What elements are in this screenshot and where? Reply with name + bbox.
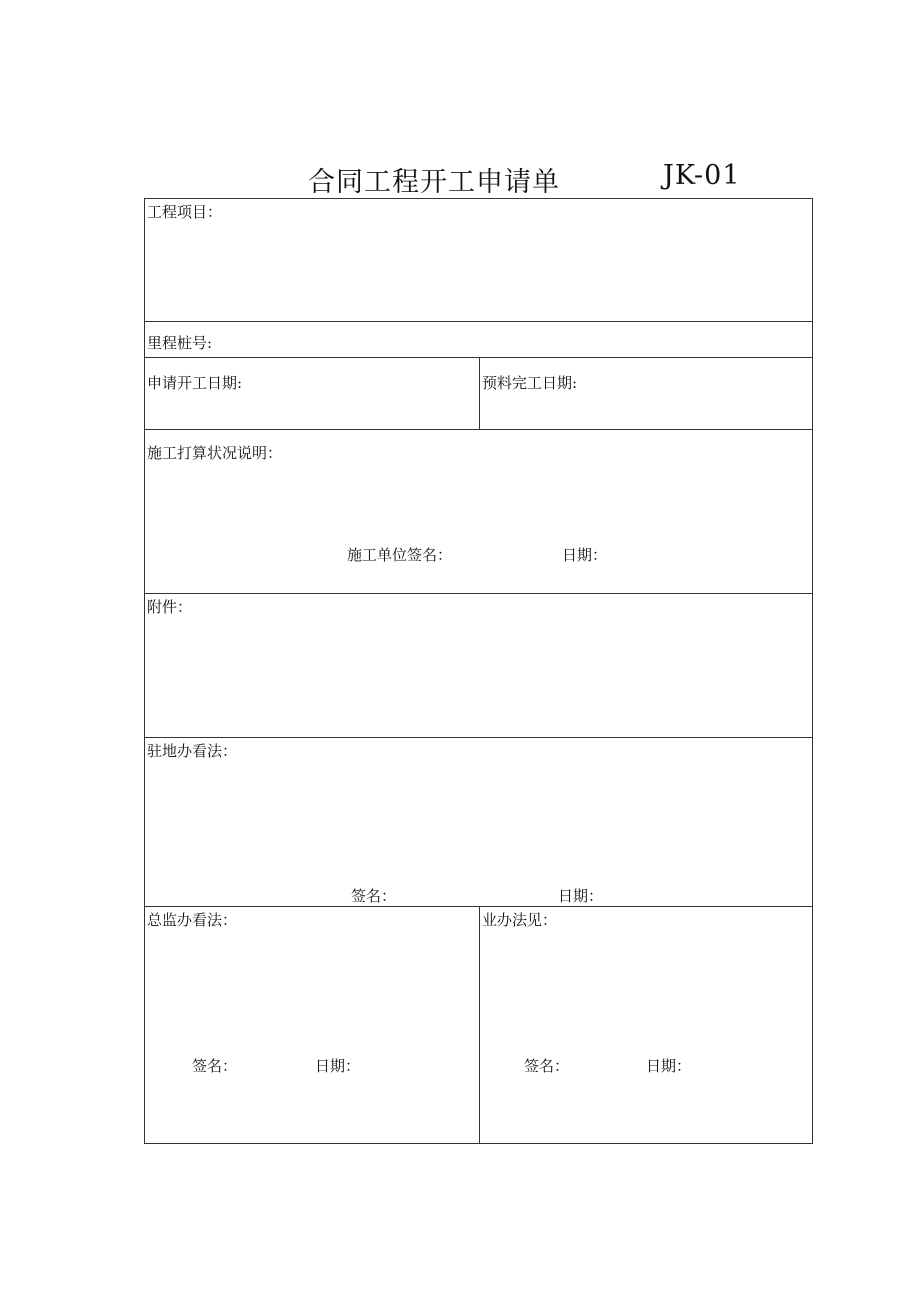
form-code: JK-01 <box>663 160 741 191</box>
resident-office-opinion-label: 驻地办看法： <box>147 742 238 760</box>
resident-signature-label: 签名： <box>351 887 397 905</box>
attachment-label: 附件： <box>147 598 193 616</box>
construction-date-label: 日期： <box>562 546 608 564</box>
start-date-label: 申请开工日期: <box>147 374 243 392</box>
chief-signature-label: 签名： <box>192 1057 238 1075</box>
column-divider <box>479 357 480 429</box>
project-label: 工程项目： <box>147 203 223 221</box>
row-divider <box>144 737 813 738</box>
construction-unit-signature-label: 施工单位签名： <box>347 546 453 564</box>
expected-finish-date-label: 预料完工日期: <box>482 374 578 392</box>
mileage-label: 里程桩号: <box>147 334 213 352</box>
chief-supervisor-opinion-label: 总监办看法： <box>147 911 238 929</box>
owner-date-label: 日期： <box>646 1057 692 1075</box>
chief-date-label: 日期： <box>315 1057 361 1075</box>
column-divider <box>479 906 480 1144</box>
page-title: 合同工程开工申请单 <box>308 167 560 198</box>
resident-date-label: 日期： <box>558 887 604 905</box>
construction-plan-label: 施工打算状况说明： <box>147 444 283 462</box>
row-divider <box>144 321 813 322</box>
owner-signature-label: 签名： <box>524 1057 570 1075</box>
row-divider <box>144 429 813 430</box>
owner-office-opinion-label: 业办法见： <box>482 911 558 929</box>
row-divider <box>144 593 813 594</box>
